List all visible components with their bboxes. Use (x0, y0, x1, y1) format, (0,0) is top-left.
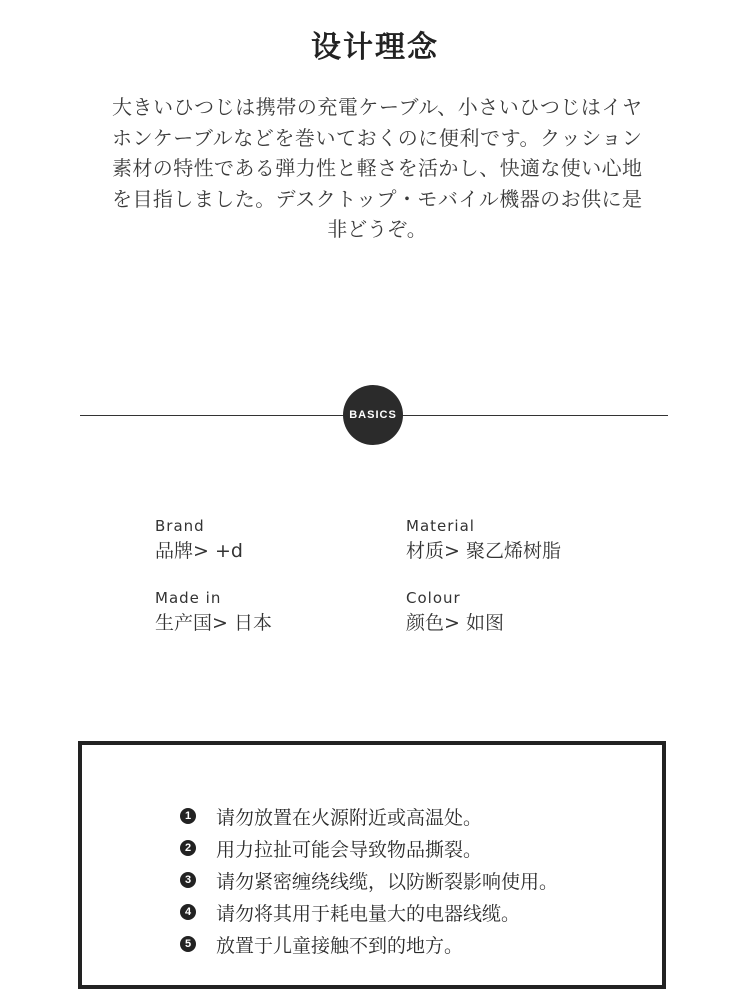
description-line: 素材の特性である弾力性と軽さを活かし、快適な使い心地 (112, 156, 642, 180)
basics-badge: BASICS (343, 385, 403, 445)
notice-text: 请勿放置在火源附近或高温处。 (216, 806, 483, 829)
spec-value: 颜色> 如图 (406, 612, 504, 634)
notice-item (180, 928, 558, 960)
notice-list (180, 800, 558, 960)
spec-label: Made in (155, 589, 222, 607)
notice-item (180, 832, 558, 864)
notice-text: 请勿将其用于耗电量大的电器线缆。 (216, 902, 521, 925)
number-badge-icon: 1 (180, 808, 196, 824)
number-badge-icon: 4 (180, 904, 196, 920)
description-line: ホンケーブルなどを巻いておくのに便利です。クッション (112, 125, 642, 150)
spec-material (406, 516, 561, 565)
notice-text: 请勿紧密缠绕线缆，以防断裂影响使用。 (216, 870, 559, 893)
spec-value: 生产国> 日本 (155, 612, 272, 634)
description-line: 非どうぞ。 (327, 217, 427, 241)
spec-colour (406, 588, 504, 637)
design-description (112, 92, 642, 245)
number-badge-icon: 3 (180, 872, 196, 888)
notice-text: 用力拉扯可能会导致物品撕裂。 (216, 838, 483, 861)
spec-label: Colour (406, 589, 461, 607)
spec-made-in (155, 588, 272, 637)
spec-label: Material (406, 517, 475, 535)
spec-label: Brand (155, 517, 205, 535)
spec-brand (155, 516, 243, 565)
notice-item (180, 864, 558, 896)
notice-text: 放置于儿童接触不到的地方。 (216, 934, 464, 957)
notice-item (180, 896, 558, 928)
notice-box (78, 741, 666, 989)
description-line: 大きいひつじは携帯の充電ケーブル、小さいひつじはイヤ (112, 95, 642, 119)
spec-value: 品牌> +d (155, 540, 243, 562)
number-badge-icon: 5 (180, 936, 196, 952)
description-line: を目指しました。デスクトップ・モバイル機器のお供に是 (112, 186, 642, 211)
number-badge-icon: 2 (180, 840, 196, 856)
page-title: 设计理念 (311, 30, 439, 65)
spec-value: 材质> 聚乙烯树脂 (406, 540, 561, 562)
notice-item (180, 800, 558, 832)
